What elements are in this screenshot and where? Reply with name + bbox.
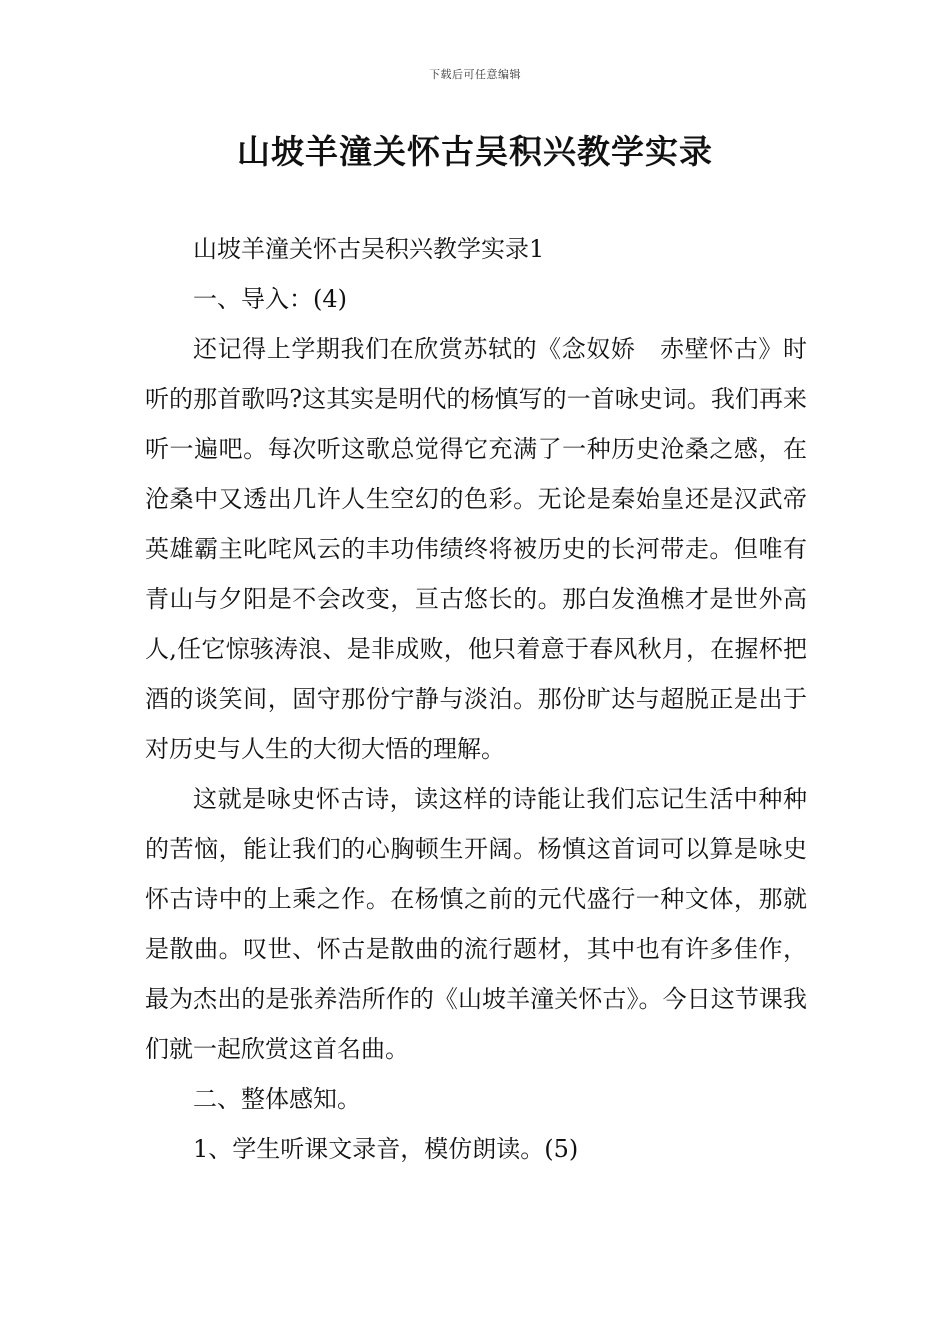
page-header-note: 下载后可任意编辑 — [429, 68, 521, 81]
body-paragraph: 这就是咏史怀古诗，读这样的诗能让我们忘记生活中种种的苦恼，能让我们的心胸顿生开阔。杨慎这首词可以算是咏史怀古诗中的上乘之作。在杨慎之前的元代盛行一种文体，那就是散曲。叹世、怀古是散曲的流行题材，其中也有许多佳作，最为杰出的是张养浩所作的《山坡羊潼关怀古》。今日这节课我们就一起欣赏这首名曲。 — [145, 785, 807, 1063]
document-body — [145, 224, 807, 1174]
list-item: 1、学生听课文录音，模仿朗读。(5) — [193, 1135, 579, 1163]
section-subtitle: 山坡羊潼关怀古吴积兴教学实录1 — [193, 235, 545, 263]
body-paragraph: 还记得上学期我们在欣赏苏轼的《念奴娇 赤壁怀古》时听的那首歌吗?这其实是明代的杨慎写的一首咏史词。我们再来听一遍吧。每次听这歌总觉得它充满了一种历史沧桑之感，在沧桑中又透出几许人生空幻的色彩。无论是秦始皇还是汉武帝英雄霸主叱咤风云的丰功伟绩终将被历史的长河带走。但唯有青山与夕阳是不会改变，亘古悠长的。那白发渔樵才是世外高人,任它惊骇涛浪、是非成败，他只着意于春风秋月，在握杯把酒的谈笑间，固守那份宁静与淡泊。那份旷达与超脱正是出于对历史与人生的大彻大悟的理解。 — [145, 335, 807, 763]
document-title: 山坡羊潼关怀古吴积兴教学实录 — [237, 132, 713, 171]
section-heading-overview: 二、整体感知。 — [193, 1085, 361, 1113]
section-heading-intro: 一、导入：(4) — [193, 285, 347, 313]
